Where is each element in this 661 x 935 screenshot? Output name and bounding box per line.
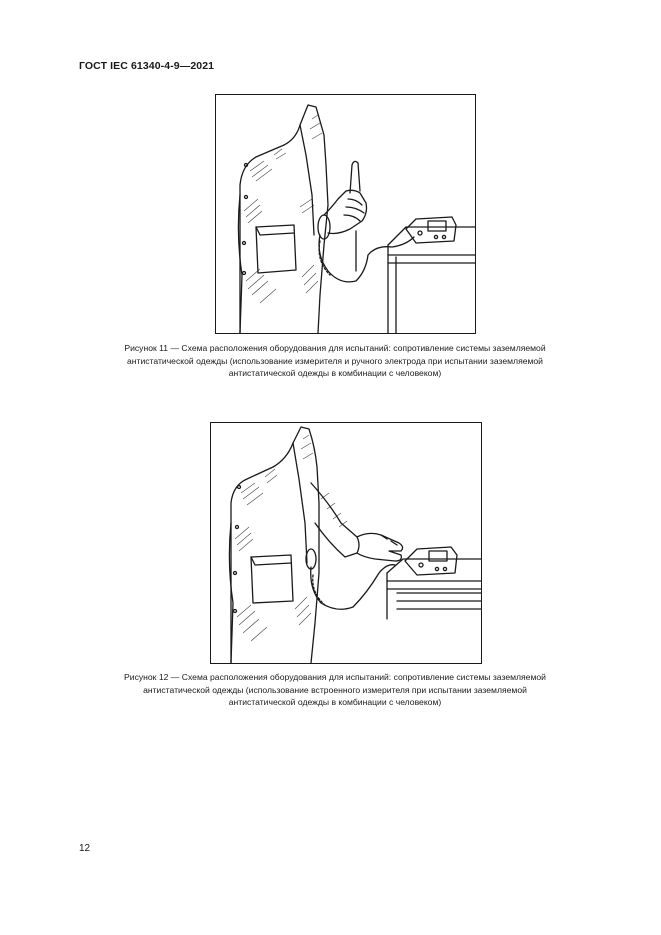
figure-12-illustration [210, 422, 482, 664]
caption-line: Рисунок 11 — Схема расположения оборудования для испытаний: сопротивление системы заземляемой [124, 343, 546, 353]
hand-electrode [350, 161, 360, 193]
hand [357, 533, 403, 561]
figure-11-caption [90, 342, 580, 380]
figure-12-drawing [211, 423, 481, 663]
caption-line: антистатической одежды (использование измерителя и ручного электрода при испытании заземляемой [126, 355, 543, 366]
caption-line: Рисунок 12 — Схема расположения оборудования для испытаний: сопротивление системы заземляемой [124, 672, 546, 682]
caption-line: антистатической одежды (использование встроенного измерителя при испытании заземляемой [143, 684, 527, 695]
document-header: ГОСТ IEC 61340-4-9—2021 [79, 60, 215, 72]
coiled-cord [319, 235, 414, 282]
caption-line: антистатической одежды в комбинации с человеком) [228, 368, 442, 378]
figure-12-caption [90, 671, 580, 709]
coiled-cord [311, 565, 395, 610]
figure-11-illustration [215, 94, 476, 334]
wrist-strap [306, 549, 316, 569]
figure-11-drawing [216, 95, 475, 333]
coat-pocket [251, 555, 293, 603]
coat-pocket [256, 225, 296, 273]
caption-line: антистатической одежды в комбинации с человеком) [228, 697, 442, 707]
page-number: 12 [79, 843, 91, 854]
